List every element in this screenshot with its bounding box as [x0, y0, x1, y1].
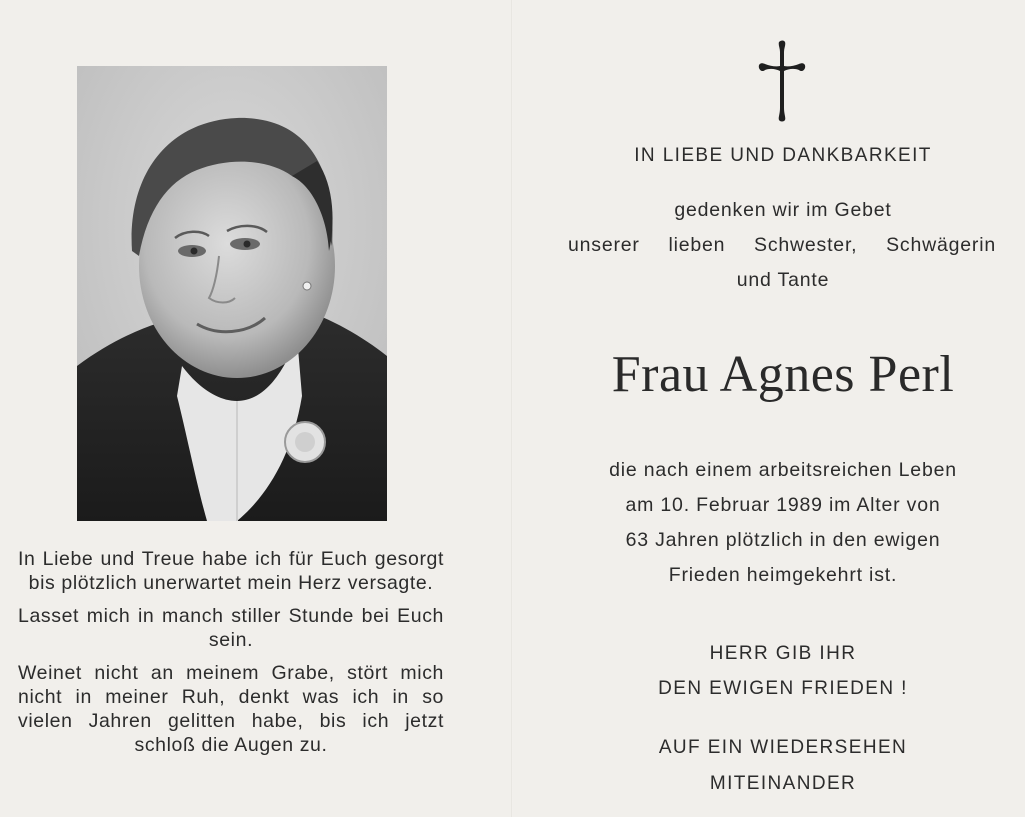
farewell-line-1: AUF EIN WIEDERSEHEN [658, 737, 908, 758]
heading: IN LIEBE UND DANKBARKEIT [634, 145, 932, 166]
poem-verse-2: Lasset mich in manch stiller Stunde bei Euch sein. [18, 605, 444, 651]
details-line-1: die nach einem arbeitsreichen Leben [609, 459, 957, 481]
card-fold [511, 0, 513, 817]
latin-cross-icon [757, 40, 807, 122]
portrait-photo [77, 66, 387, 521]
farewell-poem [18, 547, 444, 766]
poem-verse-3: Weinet nicht an meinem Grabe, stört mich nicht in meiner Ruh, denkt was ich in so vielen Jahren gelitten habe, bis ich jetzt schloß die Augen zu. [18, 662, 444, 756]
poem-verse-1: In Liebe und Treue habe ich für Euch gesorgt bis plötzlich unerwartet mein Herz versagte. [18, 548, 444, 594]
prayer-line-1: HERR GIB IHR [709, 643, 857, 664]
intro-line-2: unserer lieben Schwester, Schwägerin [568, 234, 996, 256]
details-line-2: am 10. Februar 1989 im Alter von [625, 494, 941, 516]
intro-line-1: gedenken wir im Gebet [674, 199, 892, 221]
details-line-4: Frieden heimgekehrt ist. [668, 564, 898, 586]
intro-line-3: und Tante [736, 269, 830, 291]
deceased-name: Frau Agnes Perl [611, 346, 955, 403]
details-line-3: 63 Jahren plötzlich in den ewigen [625, 529, 941, 551]
farewell-line-2: MITEINANDER [709, 773, 857, 794]
portrait-illustration [77, 66, 387, 521]
prayer-line-2: DEN EWIGEN FRIEDEN ! [658, 678, 908, 699]
